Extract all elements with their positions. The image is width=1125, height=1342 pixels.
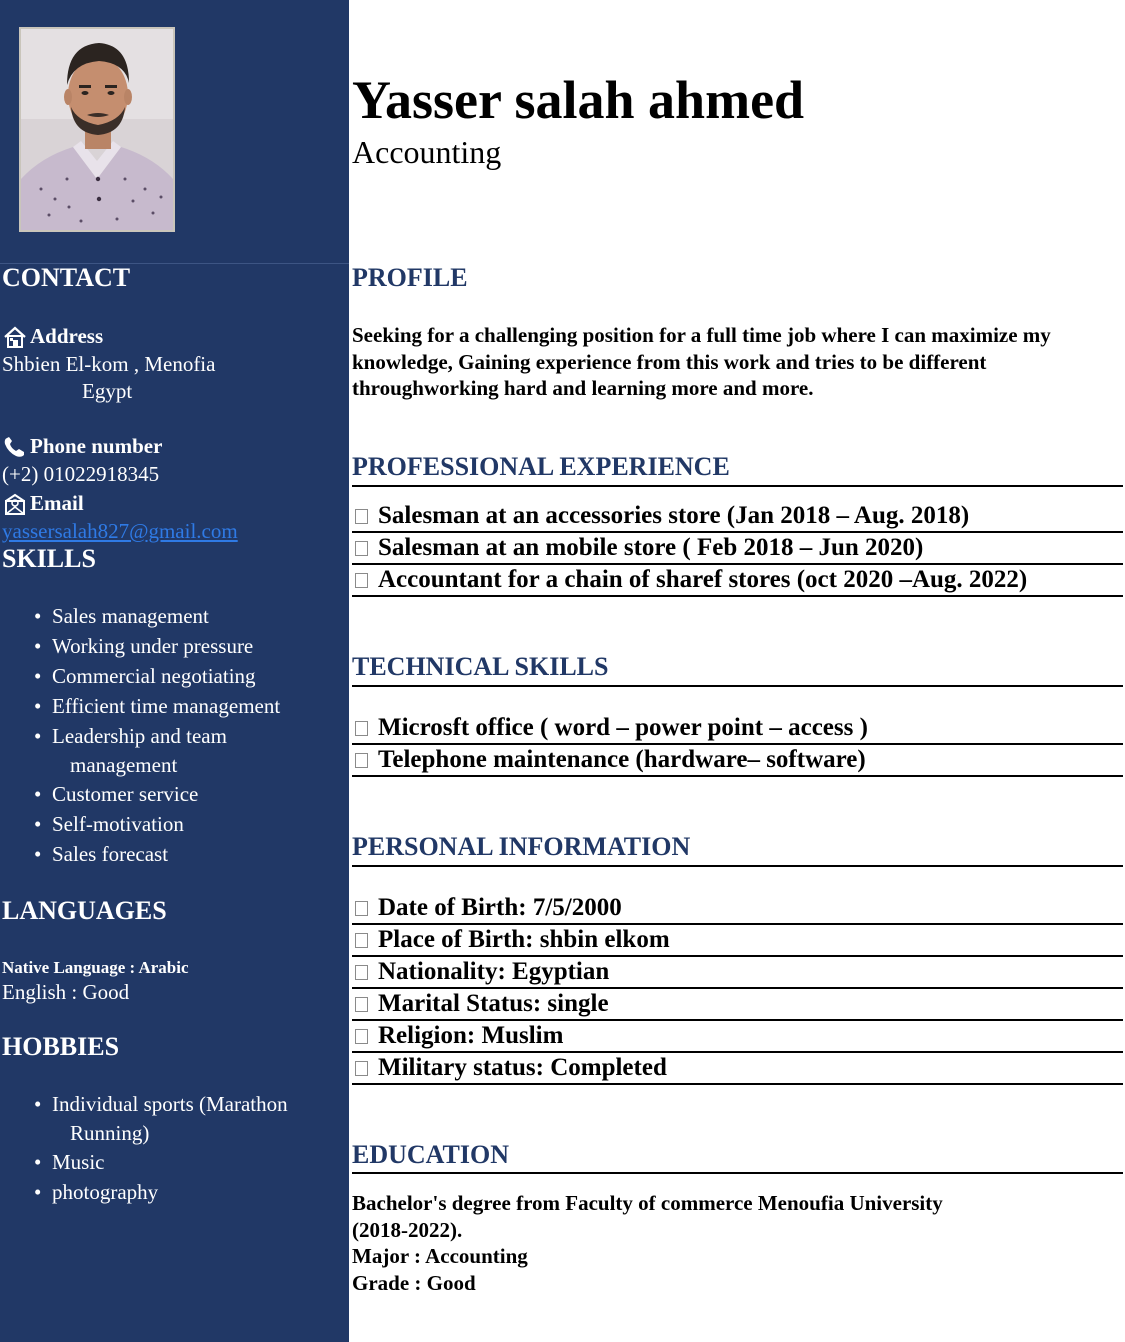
home-icon xyxy=(2,325,28,349)
checkbox-icon xyxy=(355,509,368,524)
personal-rule xyxy=(352,865,1123,867)
skill-item: • Efficient time management xyxy=(34,691,334,721)
hobby-item: • Music xyxy=(34,1147,334,1177)
languages-heading: LANGUAGES xyxy=(2,896,167,925)
personal-text: Nationality: Egyptian xyxy=(378,958,610,985)
experience-heading: PROFESSIONAL EXPERIENCE xyxy=(352,452,730,481)
experience-rule xyxy=(352,485,1123,487)
personal-text: Marital Status: single xyxy=(378,990,609,1017)
email-label: Email xyxy=(30,491,84,515)
sidebar xyxy=(0,0,349,1342)
technical-text: Telephone maintenance (hardware– software) xyxy=(378,746,866,773)
technical-text: Microsft office ( word – power point – access ) xyxy=(378,714,868,741)
address-line-1: Shbien El-kom , Menofia xyxy=(2,352,216,376)
personal-heading: PERSONAL INFORMATION xyxy=(352,832,691,861)
education-rule xyxy=(352,1172,1123,1174)
experience-item xyxy=(352,565,1123,597)
address-label: Address xyxy=(30,324,104,348)
education-heading: EDUCATION xyxy=(352,1140,509,1169)
skill-item-line: Leadership and team xyxy=(52,724,227,748)
personal-list xyxy=(352,893,1123,1085)
skills-heading: SKILLS xyxy=(2,544,96,573)
phone-label-row xyxy=(2,434,162,459)
phone-icon xyxy=(2,435,28,459)
personal-text: Place of Birth: shbin elkom xyxy=(378,926,670,953)
technical-rule xyxy=(352,685,1123,687)
checkbox-icon xyxy=(355,933,368,948)
technical-item xyxy=(352,745,1123,777)
hobbies-list xyxy=(34,1089,334,1207)
skill-item: • Self-motivation xyxy=(34,809,334,839)
profile-line: Seeking for a challenging position for a full time job where I can maximize my xyxy=(352,323,1051,347)
checkbox-icon xyxy=(355,541,368,556)
education-line: Bachelor's degree from Faculty of commerce Menoufia University xyxy=(352,1191,943,1215)
skill-item: • Commercial negotiating xyxy=(34,661,334,691)
native-language: Native Language : Arabic xyxy=(2,958,189,977)
hobby-item-line: Running) xyxy=(70,1121,150,1145)
person-name: Yasser salah ahmed xyxy=(352,70,805,130)
technical-list xyxy=(352,713,1123,777)
hobby-item: • photography xyxy=(34,1177,334,1207)
phone-number: (+2) 01022918345 xyxy=(2,462,160,486)
technical-item xyxy=(352,713,1123,745)
profile-line: throughworking hard and learning more and more. xyxy=(352,376,814,400)
hobby-item-line: Individual sports (Marathon xyxy=(52,1092,288,1116)
checkbox-icon xyxy=(355,965,368,980)
experience-item xyxy=(352,533,1123,565)
email-link[interactable]: yassersalah827@gmail.com xyxy=(2,519,238,543)
skill-item-line: management xyxy=(70,753,178,777)
personal-item xyxy=(352,1053,1123,1085)
hobby-item-sports xyxy=(34,1089,334,1147)
skill-item: • Customer service xyxy=(34,779,334,809)
checkbox-icon xyxy=(355,1029,368,1044)
skill-item-leadership xyxy=(34,721,334,779)
phone-label: Phone number xyxy=(30,434,163,458)
personal-item xyxy=(352,989,1123,1021)
checkbox-icon xyxy=(355,573,368,588)
skill-item: • Working under pressure xyxy=(34,631,334,661)
checkbox-icon xyxy=(355,901,368,916)
education-text xyxy=(352,1190,943,1296)
profile-heading: PROFILE xyxy=(352,263,468,292)
address-label-row xyxy=(2,324,103,349)
personal-item xyxy=(352,957,1123,989)
profile-line: knowledge, Gaining experience from this work and tries to be different xyxy=(352,349,987,374)
checkbox-icon xyxy=(355,753,368,768)
hobbies-heading: HOBBIES xyxy=(2,1032,120,1061)
skill-item: • Sales management xyxy=(34,601,334,631)
personal-text: Date of Birth: 7/5/2000 xyxy=(378,894,622,921)
profile-photo xyxy=(19,27,175,232)
technical-heading: TECHNICAL SKILLS xyxy=(352,652,609,681)
education-line: Grade : Good xyxy=(352,1270,476,1295)
experience-text: Salesman at an mobile store ( Feb 2018 – Jun 2020) xyxy=(378,534,924,561)
contact-heading: CONTACT xyxy=(2,263,131,292)
envelope-icon xyxy=(2,492,28,516)
checkbox-icon xyxy=(355,721,368,736)
experience-item xyxy=(352,501,1123,533)
education-line: (2018-2022). xyxy=(352,1217,463,1242)
personal-item xyxy=(352,893,1123,925)
experience-list xyxy=(352,501,1123,597)
checkbox-icon xyxy=(355,1061,368,1076)
personal-item xyxy=(352,1021,1123,1053)
personal-text: Religion: Muslim xyxy=(378,1022,564,1049)
skill-item: • Sales forecast xyxy=(34,839,334,869)
checkbox-icon xyxy=(355,997,368,1012)
english-language: English : Good xyxy=(2,980,130,1004)
experience-text: Salesman at an accessories store (Jan 2018 – Aug. 2018) xyxy=(378,502,970,529)
experience-text: Accountant for a chain of sharef stores (oct 2020 –Aug. 2022) xyxy=(378,566,1028,593)
personal-text: Military status: Completed xyxy=(378,1054,667,1081)
address-line-2: Egypt xyxy=(82,379,133,403)
email-label-row xyxy=(2,491,84,516)
personal-item xyxy=(352,925,1123,957)
profile-text xyxy=(352,322,1122,402)
skills-list xyxy=(34,601,334,869)
job-title: Accounting xyxy=(352,134,502,170)
education-line: Major : Accounting xyxy=(352,1244,528,1268)
